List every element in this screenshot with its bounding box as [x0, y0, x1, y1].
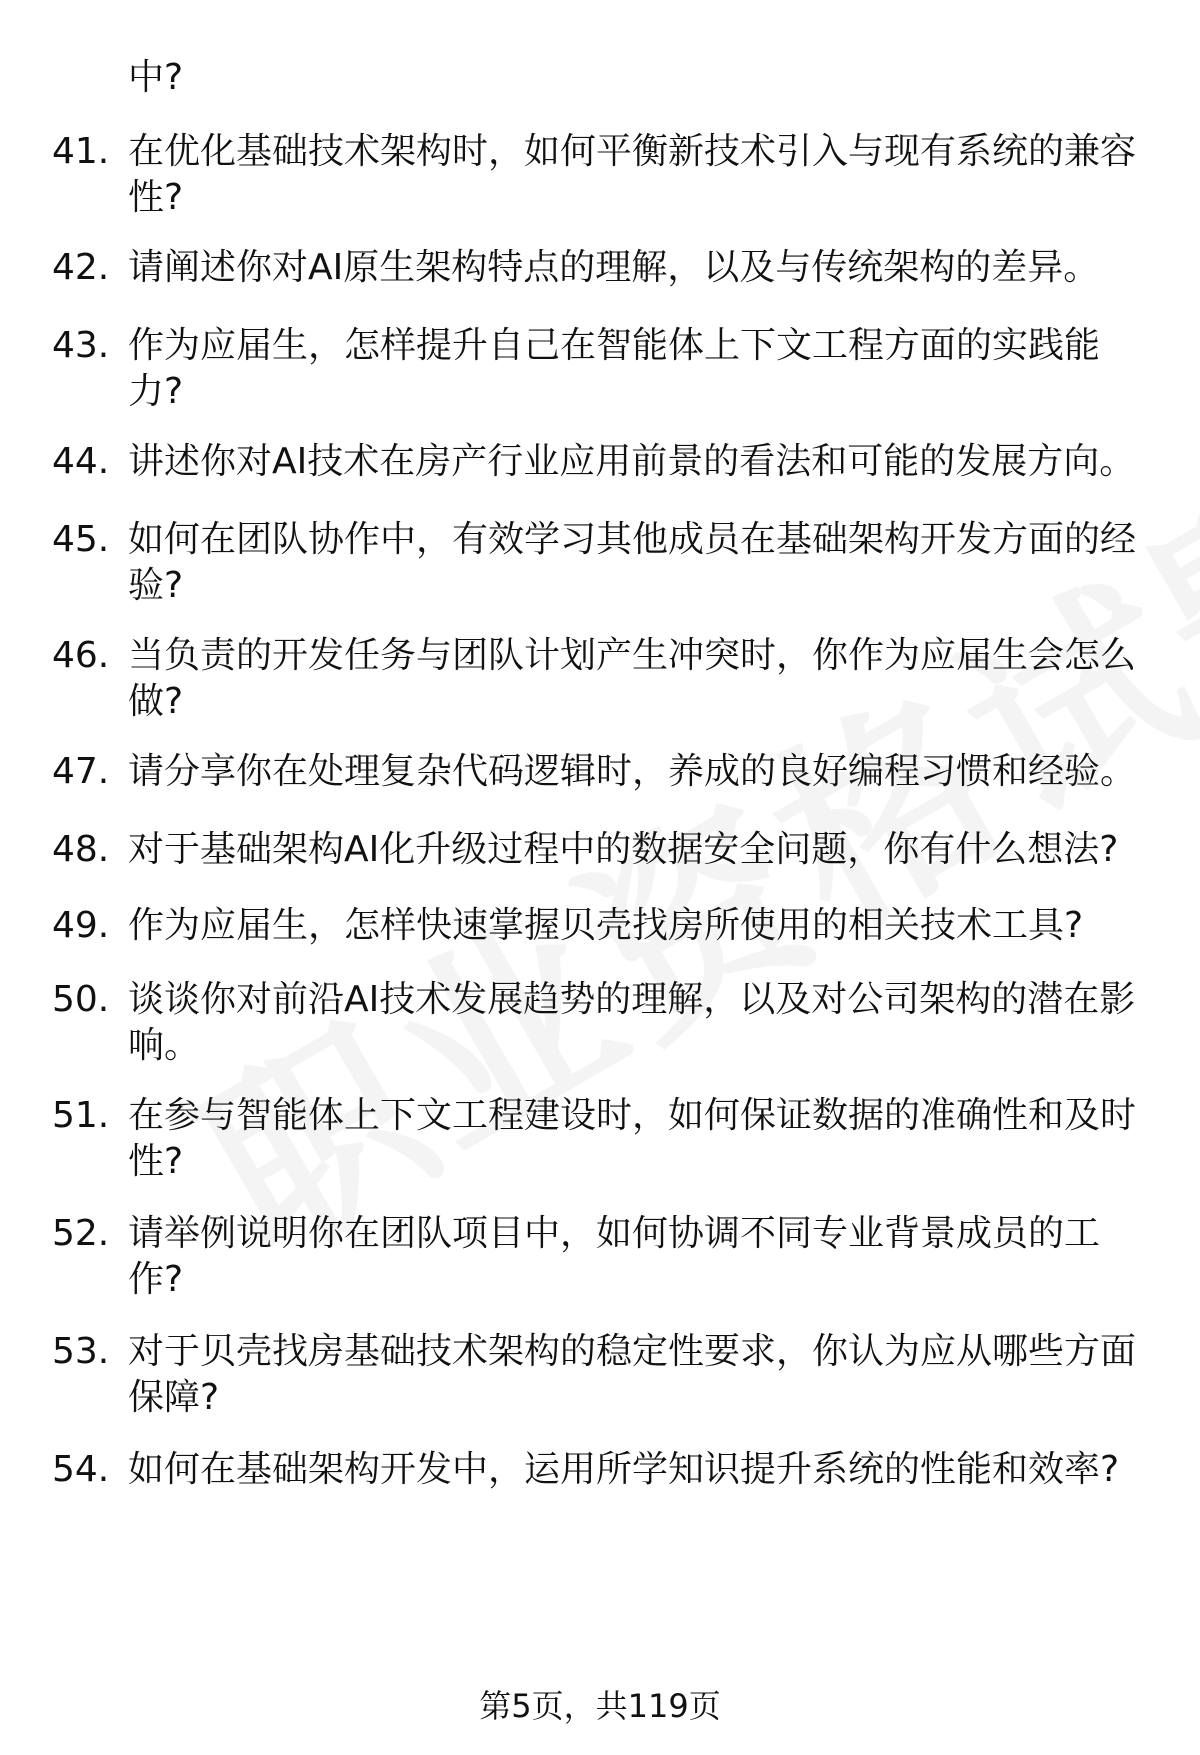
question-text: 讲述你对AI技术在房产行业应用前景的看法和可能的发展方向。: [128, 441, 1136, 482]
question-text: 力?: [128, 371, 184, 412]
question-number: 46.: [52, 635, 110, 676]
question-text: 谈谈你对前沿AI技术发展趋势的理解，以及对公司架构的潜在影: [128, 979, 1136, 1020]
question-text: 做?: [128, 681, 184, 722]
question-number: 41.: [52, 131, 110, 172]
question-text: 请阐述你对AI原生架构特点的理解，以及与传统架构的差异。: [128, 247, 1100, 288]
question-text: 作为应届生，怎样快速掌握贝壳找房所使用的相关技术工具?: [128, 905, 1084, 946]
question-number: 48.: [52, 829, 110, 870]
question-number: 44.: [52, 441, 110, 482]
question-number: 51.: [52, 1095, 110, 1136]
question-text: 请举例说明你在团队项目中，如何协调不同专业背景成员的工: [128, 1213, 1101, 1254]
question-text: 在优化基础技术架构时，如何平衡新技术引入与现有系统的兼容: [128, 131, 1137, 172]
question-text: 对于贝壳找房基础技术架构的稳定性要求，你认为应从哪些方面: [128, 1331, 1137, 1372]
continuation-text: 中?: [128, 57, 184, 98]
question-text: 响。: [128, 1025, 201, 1066]
question-text: 请分享你在处理复杂代码逻辑时，养成的良好编程习惯和经验。: [128, 751, 1137, 792]
question-text: 如何在基础架构开发中，运用所学知识提升系统的性能和效率?: [128, 1449, 1120, 1490]
question-text: 性?: [128, 1141, 184, 1182]
question-text: 作?: [128, 1259, 184, 1300]
question-text: 当负责的开发任务与团队计划产生冲突时，你作为应届生会怎么: [128, 635, 1137, 676]
question-number: 43.: [52, 325, 110, 366]
question-text: 保障?: [128, 1377, 220, 1418]
question-text: 验?: [128, 565, 184, 606]
question-text: 在参与智能体上下文工程建设时，如何保证数据的准确性和及时: [128, 1095, 1137, 1136]
question-text: 对于基础架构AI化升级过程中的数据安全问题，你有什么想法?: [128, 829, 1119, 870]
question-text: 作为应届生，怎样提升自己在智能体上下文工程方面的实践能: [128, 325, 1101, 366]
question-number: 45.: [52, 519, 110, 560]
question-number: 50.: [52, 979, 110, 1020]
question-number: 42.: [52, 247, 110, 288]
question-number: 49.: [52, 905, 110, 946]
question-number: 52.: [52, 1213, 110, 1254]
question-number: 54.: [52, 1449, 110, 1490]
question-number: 47.: [52, 751, 110, 792]
question-number: 53.: [52, 1331, 110, 1372]
question-text: 如何在团队协作中，有效学习其他成员在基础架构开发方面的经: [128, 519, 1137, 560]
page-footer: 第5页，共119页: [479, 1687, 721, 1725]
question-text: 性?: [128, 177, 184, 218]
